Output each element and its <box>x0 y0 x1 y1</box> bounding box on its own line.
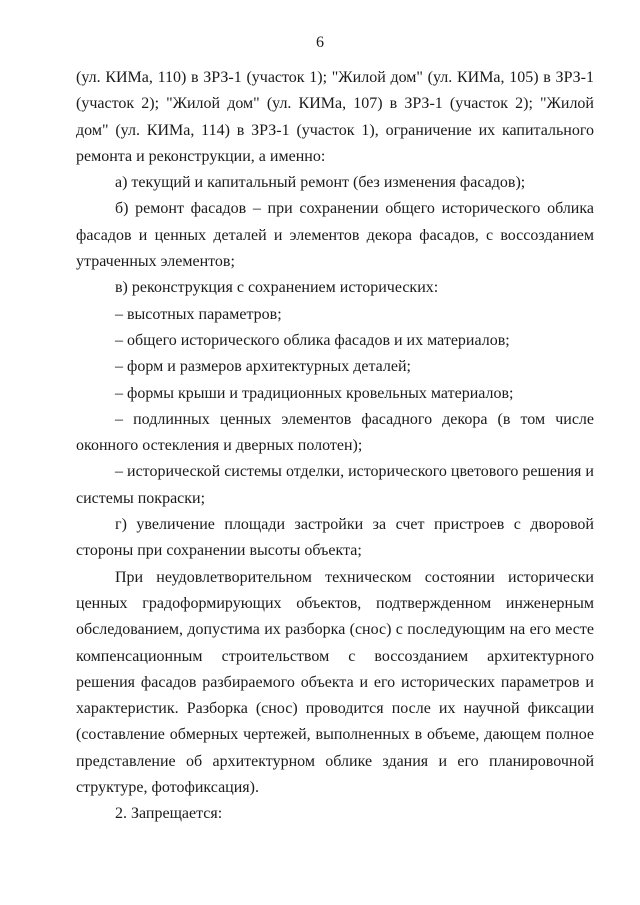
document-body <box>76 65 594 828</box>
paragraph-item-b: б) ремонт фасадов – при сохранении общего исторического облика фасадов и ценных деталей и элементов декора фасадов, с воссозданием утраченных элементов; <box>76 200 594 271</box>
section-heading-prohibited: 2. Запрещается: <box>115 805 223 823</box>
list-item-architectural-details: – форм и размеров архитектурных деталей; <box>115 358 411 376</box>
paragraph-continuation: (ул. КИМа, 110) в ЗРЗ-1 (участок 1); "Жилой дом" (ул. КИМа, 105) в ЗРЗ-1 (участок 2); "Жилой дом" (ул. КИМа, 107) в ЗРЗ-1 (участок 2); "Жилой дом" (ул. КИМа, 114) в ЗРЗ-1 (участок 1), ограничение их капитального ремонта и реконструкции, а именно: <box>76 69 594 165</box>
page-number: 6 <box>316 34 324 51</box>
list-item-roof-form: – формы крыши и традиционных кровельных материалов; <box>115 384 514 402</box>
paragraph-item-v: в) реконструкция с сохранением исторических: <box>115 279 439 297</box>
paragraph-demolition: При неудовлетворительном техническом состоянии исторически ценных градоформирующих объектов, подтвержденном инженерным обследованием, допустима их разборка (снос) с последующим на его месте компенсационным строительством с воссозданием архитектурного решения фасадов разбираемого объекта и его исторических параметров и характеристик. Разборка (снос) проводится после их научной фиксации (составление обмерных чертежей, выполненных в объеме, дающем полное представление об архитектурном облике здания и его планировочной структуре, фотофиксация). <box>76 568 594 797</box>
paragraph-item-g: г) увеличение площади застройки за счет пристроев с дворовой стороны при сохранении высоты объекта; <box>76 516 594 560</box>
list-item-height-params: – высотных параметров; <box>115 305 282 323</box>
list-item-facade-appearance: – общего исторического облика фасадов и их материалов; <box>115 331 510 349</box>
list-item-facade-decor: – подлинных ценных элементов фасадного декора (в том числе оконного остекления и дверных полотен); <box>76 410 594 455</box>
paragraph-item-a: а) текущий и капитальный ремонт (без изменения фасадов); <box>115 174 526 192</box>
list-item-finishing-system: – исторической системы отделки, исторического цветового решения и системы покраски; <box>76 463 594 507</box>
